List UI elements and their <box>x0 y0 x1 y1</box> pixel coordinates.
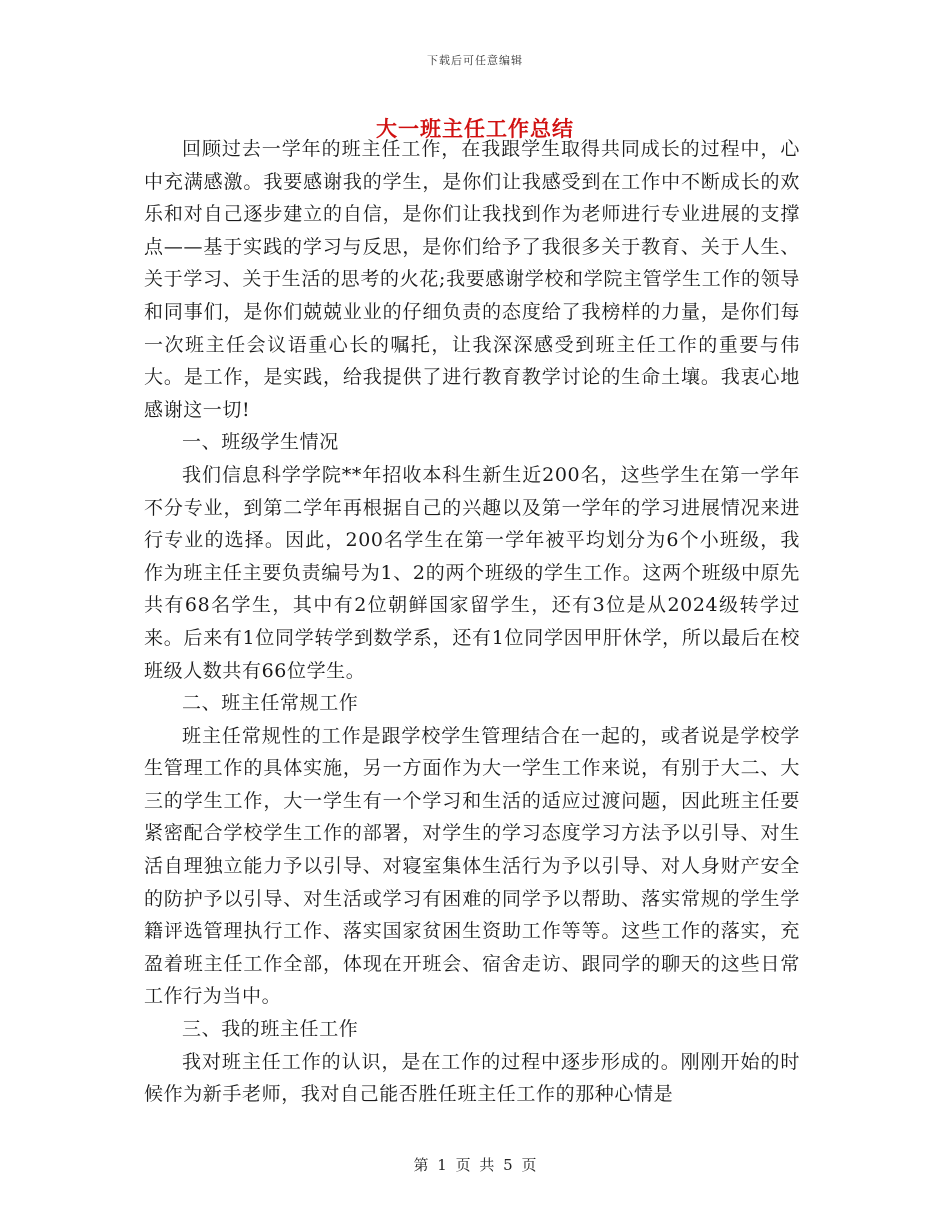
paragraph-routine-work: 班主任常规性的工作是跟学校学生管理结合在一起的，或者说是学校学生管理工作的具体实施，另一方面作为大一学生工作来说，有别于大二、大三的学生工作，大一学生有一个学习和生活的适应过渡问题，因此班主任要紧密配合学校学生工作的部署，对学生的学习态度学习方法予以引导、对生活自理独立能力予以引导、对寝室集体生活行为予以引导、对人身财产安全的防护予以引导、对生活或学习有困难的同学予以帮助、落实常规的学生学籍评选管理执行工作、落实国家贫困生资助工作等等。这些工作的落实，充盈着班主任工作全部，体现在开班会、宿舍走访、跟同学的聊天的这些日常工作行为当中。 <box>144 724 800 1008</box>
document-title: 大一班主任工作总结 <box>376 116 574 141</box>
section-heading-1: 一、班级学生情况 <box>182 431 339 454</box>
paragraph-class-info: 我们信息科学学院**年招收本科生新生近200名，这些学生在第一学年不分专业，到第二学年再根据自己的兴趣以及第一学年的学习进展情况来进行专业的选择。因此，200名学生在第一学年被平均划分为6个小班级，我作为班主任主要负责编号为1、2的两个班级的学生工作。这两个班级中原先共有68名学生，其中有2位朝鲜国家留学生，还有3位是从2024级转学过来。后来有1位同学转学到数学系，还有1位同学因甲肝休学，所以最后在校班级人数共有66位学生。 <box>144 463 800 682</box>
section-heading-3: 三、我的班主任工作 <box>182 1018 359 1041</box>
paragraph-intro: 回顾过去一学年的班主任工作，在我跟学生取得共同成长的过程中，心中充满感激。我要感谢我的学生，是你们让我感受到在工作中不断成长的欢乐和对自己逐步建立的自信，是你们让我找到作为老师进行专业进展的支撑点——基于实践的学习与反思，是你们给予了我很多关于教育、关于人生、关于学习、关于生活的思考的火花;我要感谢学校和学院主管学生工作的领导和同事们，是你们兢兢业业的仔细负责的态度给了我榜样的力量，是你们每一次班主任会议语重心长的嘱托，让我深深感受到班主任工作的重要与伟大。是工作，是实践，给我提供了进行教育教学讨论的生命土壤。我衷心地感谢这一切! <box>144 138 800 421</box>
section-heading-2: 二、班主任常规工作 <box>182 692 359 715</box>
header-note: 下载后可任意编辑 <box>427 54 523 67</box>
document-body <box>144 133 800 1111</box>
page-footer: 第 1 页 共 5 页 <box>413 1156 537 1174</box>
paragraph-my-work: 我对班主任工作的认识，是在工作的过程中逐步形成的。刚刚开始的时候作为新手老师，我对自己能否胜任班主任工作的那种心情是 <box>144 1050 800 1106</box>
